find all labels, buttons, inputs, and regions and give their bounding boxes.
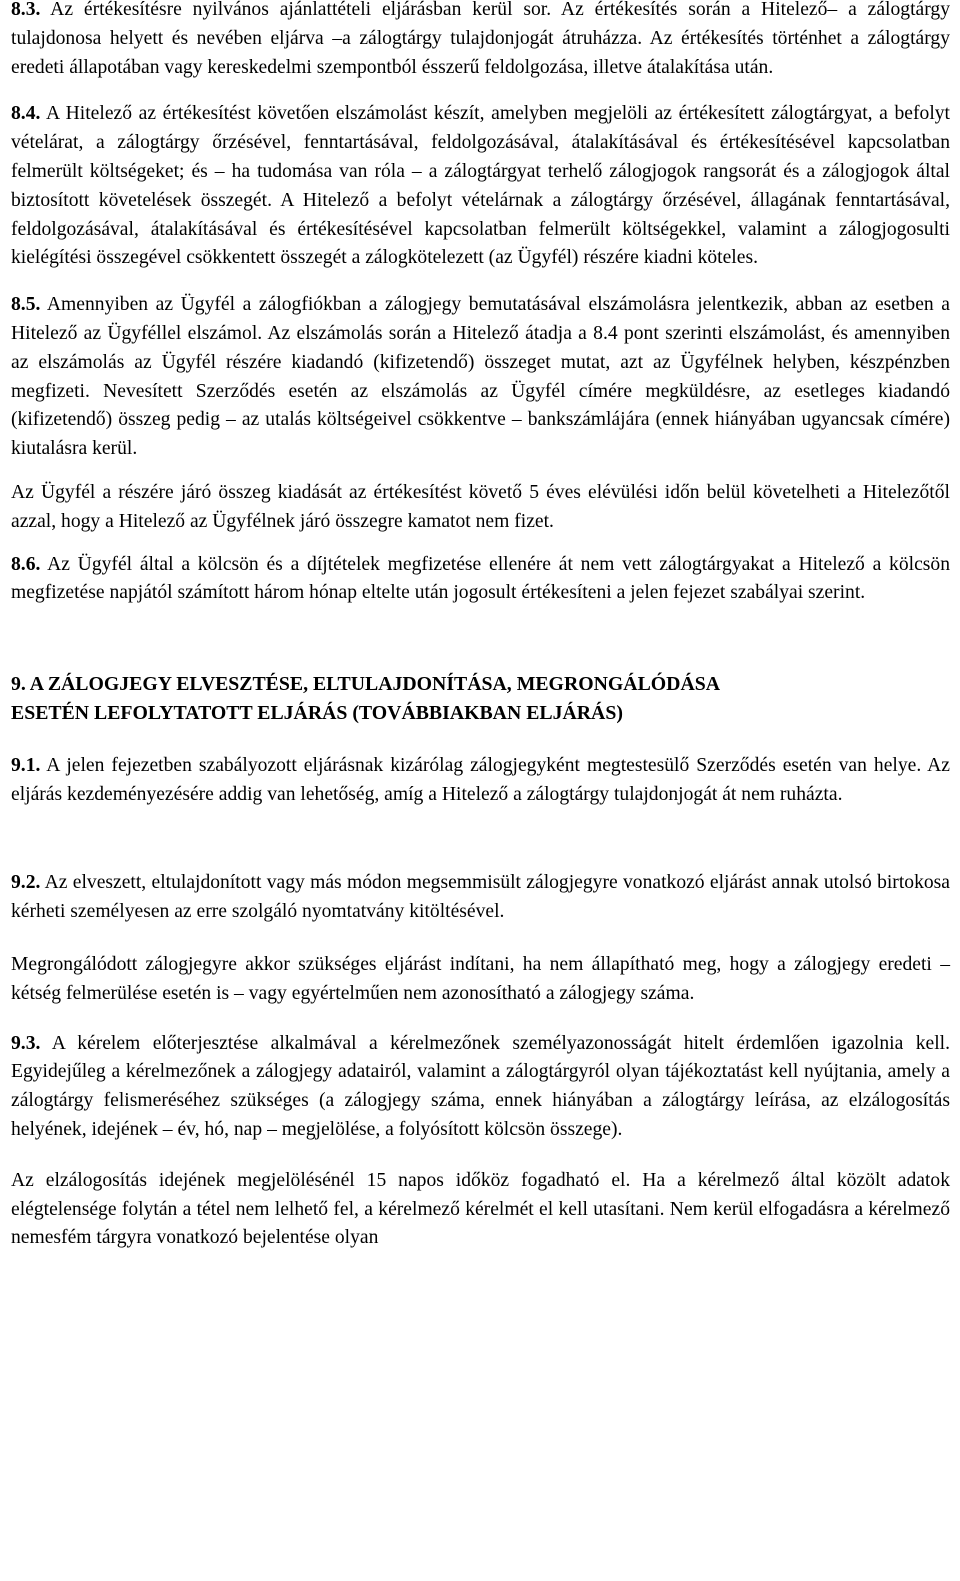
paragraph-9-1 (11, 752, 950, 810)
heading-line: ESETÉN LEFOLYTATOTT ELJÁRÁS (TOVÁBBIAKBAN ELJÁRÁS) (11, 701, 623, 724)
paragraph-text: Az Ügyfél által a kölcsön és a díjtételek megfizetése ellenére át nem vett zálogtárgyakat a Hitelező a kölcsön megfizetése napjától számított három hónap eltelte után jogosult értékesíteni a jelen fejezet szabályai szerint. (11, 553, 950, 604)
paragraph-9-2-continued (11, 951, 950, 1009)
paragraph-text: A jelen fejezetben szabályozott eljárásnak kizárólag zálogjegyként megtestesülő Szerződés esetén van helye. Az eljárás kezdeményezésére addig van lehetőség, amíg a Hitelező a zálogtárgy tulajdonjogát át nem ruházta. (11, 754, 950, 805)
section-number: 8.5. (11, 294, 41, 316)
paragraph-8-6 (11, 551, 950, 609)
section-number: 9.3. (11, 1032, 41, 1054)
paragraph-9-3-continued (11, 1167, 950, 1253)
paragraph-text: A kérelem előterjesztése alkalmával a kérelmezőnek személyazonosságát hitelt érdemlően igazolnia kell. Egyidejűleg a kérelmezőnek a zálogjegy adatairól, valamint a zálogtárgyról olyan tájékoztatást kell nyújtania, amely a zálogtárgy felismeréséhez szükséges (a zálogjegy száma, ennek hiányában a zálogtárgy leírása, az elzálogosítás helyének, idejének – év, hó, nap – megjelölése, a folyósított kölcsön összege). (11, 1032, 950, 1140)
section-number: 8.6. (11, 553, 41, 575)
paragraph-9-2 (11, 869, 950, 927)
section-number: 8.4. (11, 103, 41, 125)
paragraph-8-4 (11, 100, 950, 273)
paragraph-text: Az Ügyfél a részére járó összeg kiadását az értékesítést követő 5 éves elévülési időn belül követelheti a Hitelezőtől azzal, hogy a Hitelező az Ügyfélnek járó összegre kamatot nem fizet. (11, 481, 950, 532)
paragraph-text: Az elzálogosítás idejének megjelölésénél 15 napos időköz fogadható el. Ha a kérelmező által közölt adatok elégtelensége folytán a tétel nem lelhető fel, a kérelmező kérelmét el kell utasítani. Nem kerül elfogadásra a kérelmező nemesfém tárgyra vonatkozó bejelentése olyan (11, 1169, 950, 1249)
heading-line: 9. A ZÁLOGJEGY ELVESZTÉSE, ELTULAJDONÍTÁSA, MEGRONGÁLÓDÁSA (11, 673, 721, 696)
paragraph-8-5-continued (11, 479, 950, 537)
section-heading-9 (11, 670, 950, 728)
paragraph-text: A Hitelező az értékesítést követően elszámolást készít, amelyben megjelöli az értékesített zálogtárgyat, a befolyt vételárat, a zálogtárgy őrzésével, fenntartásával, feldolgozásával, átalakításával és értékesítésével kapcsolatban felmerült költségeket; és – ha tudomása van róla – a zálogtárgyat terhelő zálogjogok rangsorát és a zálogjogok által biztosított követelések összegét. A Hitelező a befolyt vételárnak a zálogtárgy őrzésével, állagának fenntartásával, feldolgozásával, átalakításával és értékesítésével kapcsolatban felmerült költségekkel, valamint a zálogjogosulti kielégítési összegével csökkentett összegét a zálogkötelezett (az Ügyfél) részére kiadni köteles. (11, 103, 950, 269)
paragraph-9-3 (11, 1030, 950, 1145)
section-number: 9.1. (11, 754, 41, 776)
paragraph-8-3 (11, 0, 950, 82)
paragraph-text: Az értékesítésre nyilvános ajánlattételi eljárásban kerül sor. Az értékesítés során a Hitelező– a zálogtárgy tulajdonosa helyett és nevében eljárva –a zálogtárgy tulajdonjogát átruházza. Az értékesítés történhet a zálogtárgy eredeti állapotában vagy kereskedelmi szempontból ésszerű feldolgozása, illetve átalakítása után. (11, 0, 950, 78)
paragraph-text: Megrongálódott zálogjegyre akkor szükséges eljárást indítani, ha nem állapítható meg, hogy a zálogjegy eredeti – kétség felmerülése esetén is – vagy egyértelműen nem azonosítható a zálogjegy száma. (11, 953, 950, 1004)
paragraph-8-5 (11, 291, 950, 464)
section-number: 8.3. (11, 0, 41, 20)
paragraph-text: Amennyiben az Ügyfél a zálogfiókban a zálogjegy bemutatásával elszámolásra jelentkezik, abban az esetben a Hitelező az Ügyféllel elszámol. Az elszámolás során a Hitelező átadja a 8.4 pont szerinti elszámolást, és amennyiben az elszámolás az Ügyfél részére kiadandó (kifizetendő) összeget mutat, azt az Ügyfélnek helyben, készpénzben megfizeti. Nevesített Szerződés esetén az elszámolás az Ügyfél címére megküldésre, az esetleges kiadandó (kifizetendő) összeg pedig – az utalás költségeivel csökkentve – bankszámlájára (ennek hiányában ugyancsak címére) kiutalásra kerül. (11, 294, 950, 460)
section-number: 9.2. (11, 872, 41, 894)
paragraph-text: Az elveszett, eltulajdonított vagy más módon megsemmisült zálogjegyre vonatkozó eljárást annak utolsó birtokosa kérheti személyesen az erre szolgáló nyomtatvány kitöltésével. (11, 872, 950, 923)
